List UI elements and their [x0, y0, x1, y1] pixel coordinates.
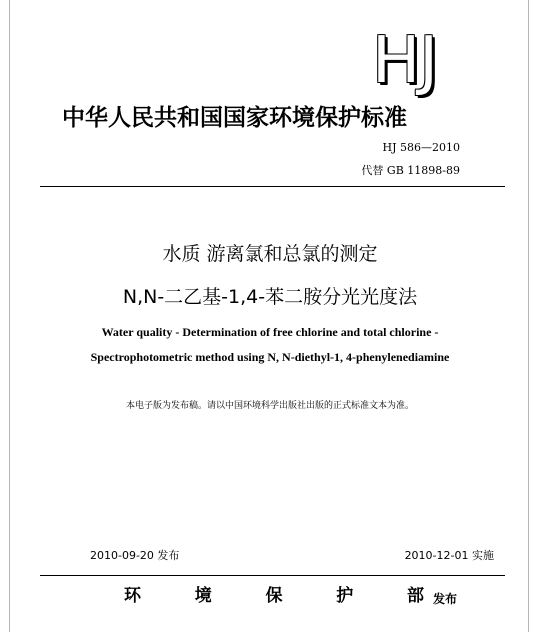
document-title-cn-line2: N,N-二乙基-1,4-苯二胺分光光度法 — [122, 286, 418, 308]
publisher-char: 环 — [124, 586, 141, 606]
hj-logo: HJ — [372, 24, 437, 98]
document-title-cn-line1: 水质 游离氯和总氯的测定 — [162, 243, 378, 265]
document-title-en-line2: Spectrophotometric method using N, N-diethyl-1, 4-phenylenediamine — [90, 350, 450, 364]
replaces-standard: 代替 GB 11898-89 — [361, 164, 460, 177]
publisher-char: 部 — [407, 586, 424, 606]
header-divider — [40, 186, 505, 187]
publisher-name — [124, 585, 424, 607]
electronic-version-notice: 本电子版为发布稿。请以中国环境科学出版社出版的正式标准文本为准。 — [125, 401, 414, 411]
publisher-char: 保 — [265, 586, 283, 606]
page-border-left — [9, 0, 10, 632]
release-date: 2010-09-20 发布 — [90, 549, 180, 562]
page-border-right — [528, 0, 529, 632]
publisher-release-label: 发布 — [433, 592, 458, 606]
effective-date: 2010-12-01 实施 — [404, 549, 494, 562]
publisher-char: 护 — [336, 586, 354, 606]
publisher-char: 境 — [194, 586, 212, 606]
standard-series-title: 中华人民共和国国家环境保护标准 — [62, 105, 407, 131]
footer-divider — [40, 575, 505, 576]
document-title-en-line1: Water quality - Determination of free chlorine and total chlorine - — [101, 325, 439, 339]
standard-code: HJ 586—2010 — [382, 141, 460, 154]
